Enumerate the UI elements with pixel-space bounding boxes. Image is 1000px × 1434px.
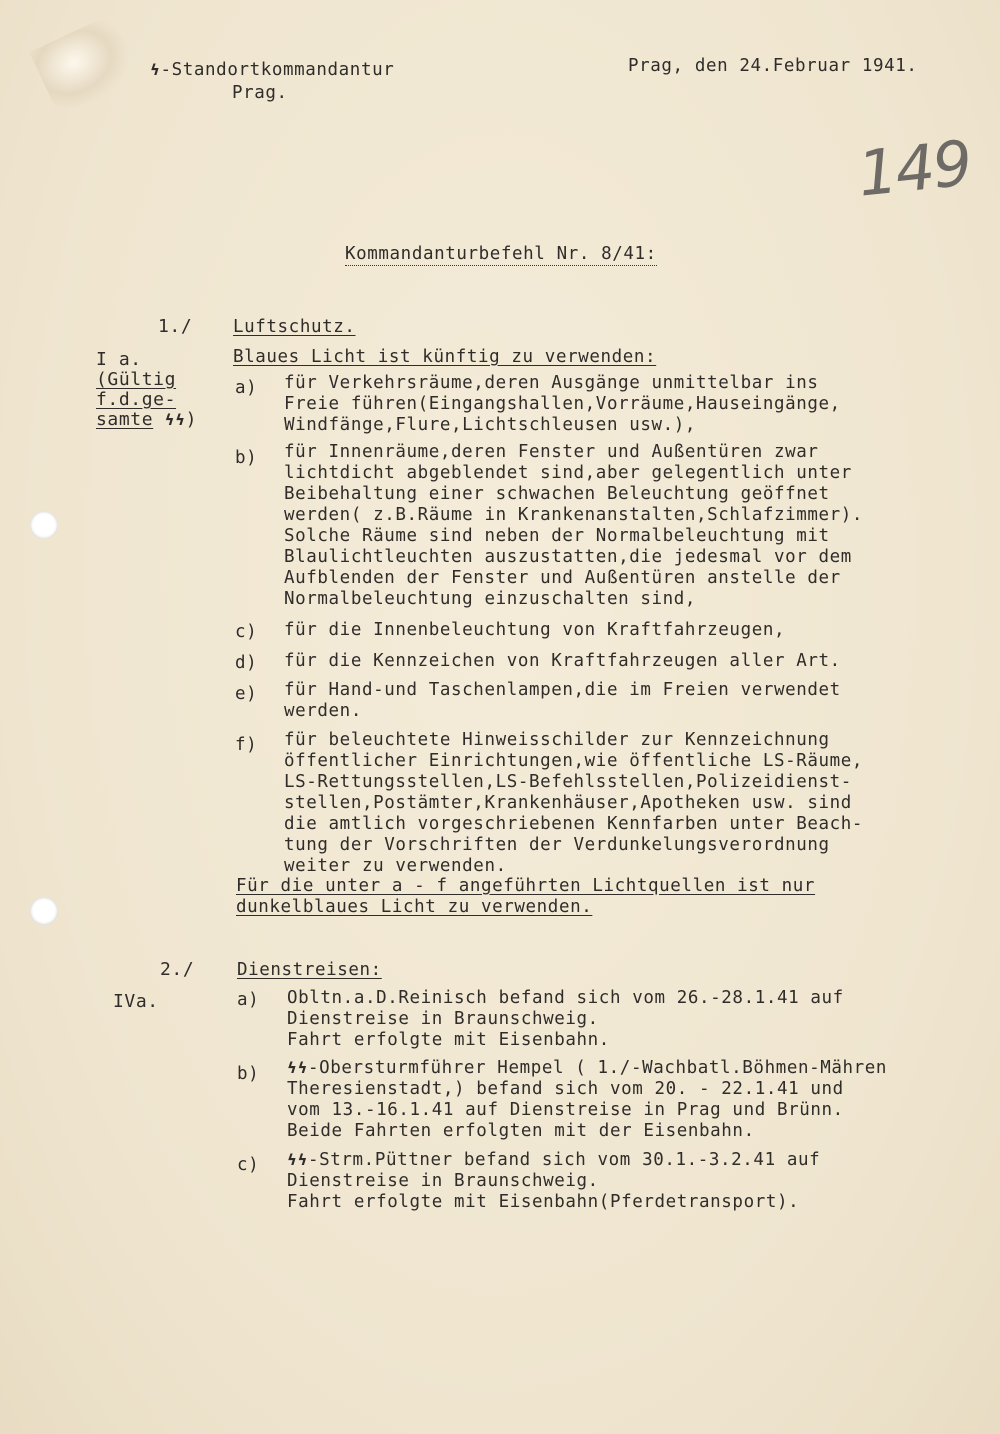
closing-wrap [236, 897, 592, 917]
document-title: Kommandanturbefehl Nr. 8/41: [345, 244, 657, 264]
item-line: Dienstreise in Braunschweig. [287, 1171, 599, 1191]
item-line: öffentlicher Einrichtungen,wie öffentliche LS-Räume, [284, 751, 864, 771]
punch-hole-icon [30, 897, 58, 925]
item-letter: b) [237, 1064, 260, 1084]
margin-note-line: IVa. [113, 991, 159, 1012]
item-letter: c) [237, 1155, 260, 1175]
item-line: für beleuchtete Hinweisschilder zur Kennzeichnung [284, 730, 830, 750]
item-line: die amtlich vorgeschriebenen Kennfarben unter Beach- [284, 814, 864, 834]
margin-note-line: (Gültig [96, 369, 177, 390]
item-line: Fahrt erfolgte mit Eisenbahn. [287, 1030, 610, 1050]
item-line: für Verkehrsräume,deren Ausgänge unmittelbar ins [284, 373, 819, 393]
closing-wrap [236, 876, 815, 896]
margin-note-text: samte [96, 409, 154, 430]
item-letter: a) [237, 990, 260, 1010]
item-line: Blaulichtleuchten auszustatten,die jedesmal vor dem [284, 547, 852, 567]
item-line: Aufblenden der Fenster und Außentüren anstelle der [284, 568, 841, 588]
document-date: Prag, den 24.Februar 1941. [628, 56, 918, 76]
section-intro: Blaues Licht ist künftig zu verwenden: [233, 347, 657, 367]
item-line: für die Kennzeichen von Kraftfahrzeugen aller Art. [284, 651, 841, 671]
item-line: Freie führen(Eingangshallen,Vorräume,Hauseingänge, [284, 394, 841, 414]
margin-note-line: samte ϟϟ) [96, 409, 198, 430]
margin-note-line: I a. [96, 349, 142, 370]
item-line: Beide Fahrten erfolgten mit der Eisenbahn. [287, 1121, 755, 1141]
section-heading-wrap [237, 960, 382, 980]
office-line-1 [150, 60, 394, 80]
item-letter: c) [235, 622, 258, 642]
section-heading: Dienstreisen: [237, 960, 382, 980]
item-line: werden( z.B.Räume in Krankenanstalten,Schlafzimmer). [284, 505, 864, 525]
item-line: Beibehaltung einer schwachen Beleuchtung geöffnet [284, 484, 830, 504]
item-line [287, 1150, 820, 1170]
item-line: Dienstreise in Braunschweig. [287, 1009, 599, 1029]
item-line: weiter zu verwenden. [284, 856, 507, 876]
handwritten-page-number: 149 [854, 126, 974, 211]
ss-rune-icon: ϟ [150, 61, 161, 79]
item-line: Windfänge,Flure,Lichtschleusen usw.), [284, 415, 697, 435]
item-line: für Innenräume,deren Fenster und Außentüren zwar [284, 442, 819, 462]
ss-rune-icon: ϟϟ [287, 1151, 308, 1169]
margin-note-line: f.d.ge- [96, 389, 177, 410]
item-line: für Hand-und Taschenlampen,die im Freien verwendet [284, 680, 841, 700]
item-letter: e) [235, 684, 258, 704]
office-name: -Standortkommandantur [160, 60, 395, 80]
punch-hole-icon [30, 511, 58, 539]
office-line-2: Prag. [232, 83, 288, 103]
item-letter: d) [235, 653, 258, 673]
ss-rune-icon: ϟϟ [287, 1059, 308, 1077]
closing-line: dunkelblaues Licht zu verwenden. [236, 897, 593, 917]
item-line: für die Innenbeleuchtung von Kraftfahrzeugen, [284, 620, 786, 640]
item-line: Obltn.a.D.Reinisch befand sich vom 26.-28.1.41 auf [287, 988, 844, 1008]
item-line: Normalbeleuchtung einzuschalten sind, [284, 589, 697, 609]
item-line: stellen,Postämter,Krankenhäuser,Apotheken usw. sind [284, 793, 852, 813]
section-number: 2./ [160, 959, 195, 980]
item-line: Theresienstadt,) befand sich vom 20. - 22.1.41 und [287, 1079, 844, 1099]
document-title-wrap [345, 244, 657, 264]
item-letter: f) [235, 735, 258, 755]
item-line-text: -Strm.Püttner befand sich vom 30.1.-3.2.41 auf [308, 1150, 821, 1170]
ss-rune-icon: ϟϟ [164, 411, 186, 429]
item-letter: b) [235, 448, 258, 468]
item-line: lichtdicht abgeblendet sind,aber gelegentlich unter [284, 463, 852, 483]
item-line: vom 13.-16.1.41 auf Dienstreise in Prag und Brünn. [287, 1100, 844, 1120]
item-line: Fahrt erfolgte mit Eisenbahn(Pferdetransport). [287, 1192, 800, 1212]
item-line: LS-Rettungsstellen,LS-Befehlsstellen,Polizeidienst- [284, 772, 852, 792]
closing-line: Für die unter a - f angeführten Lichtquellen ist nur [236, 876, 816, 896]
paper-crease [29, 14, 140, 115]
section-intro-wrap [233, 347, 656, 367]
item-line: tung der Vorschriften der Verdunkelungsverordnung [284, 835, 830, 855]
item-letter: a) [235, 378, 258, 398]
section-heading: Luftschutz. [233, 317, 356, 337]
item-line-text: -Obersturmführer Hempel ( 1./-Wachbatl.Böhmen-Mähren [308, 1058, 888, 1078]
section-heading-wrap [233, 317, 356, 337]
section-number: 1./ [158, 316, 193, 337]
item-line: werden. [284, 701, 362, 721]
item-line: Solche Räume sind neben der Normalbeleuchtung mit [284, 526, 830, 546]
item-line [287, 1058, 887, 1078]
